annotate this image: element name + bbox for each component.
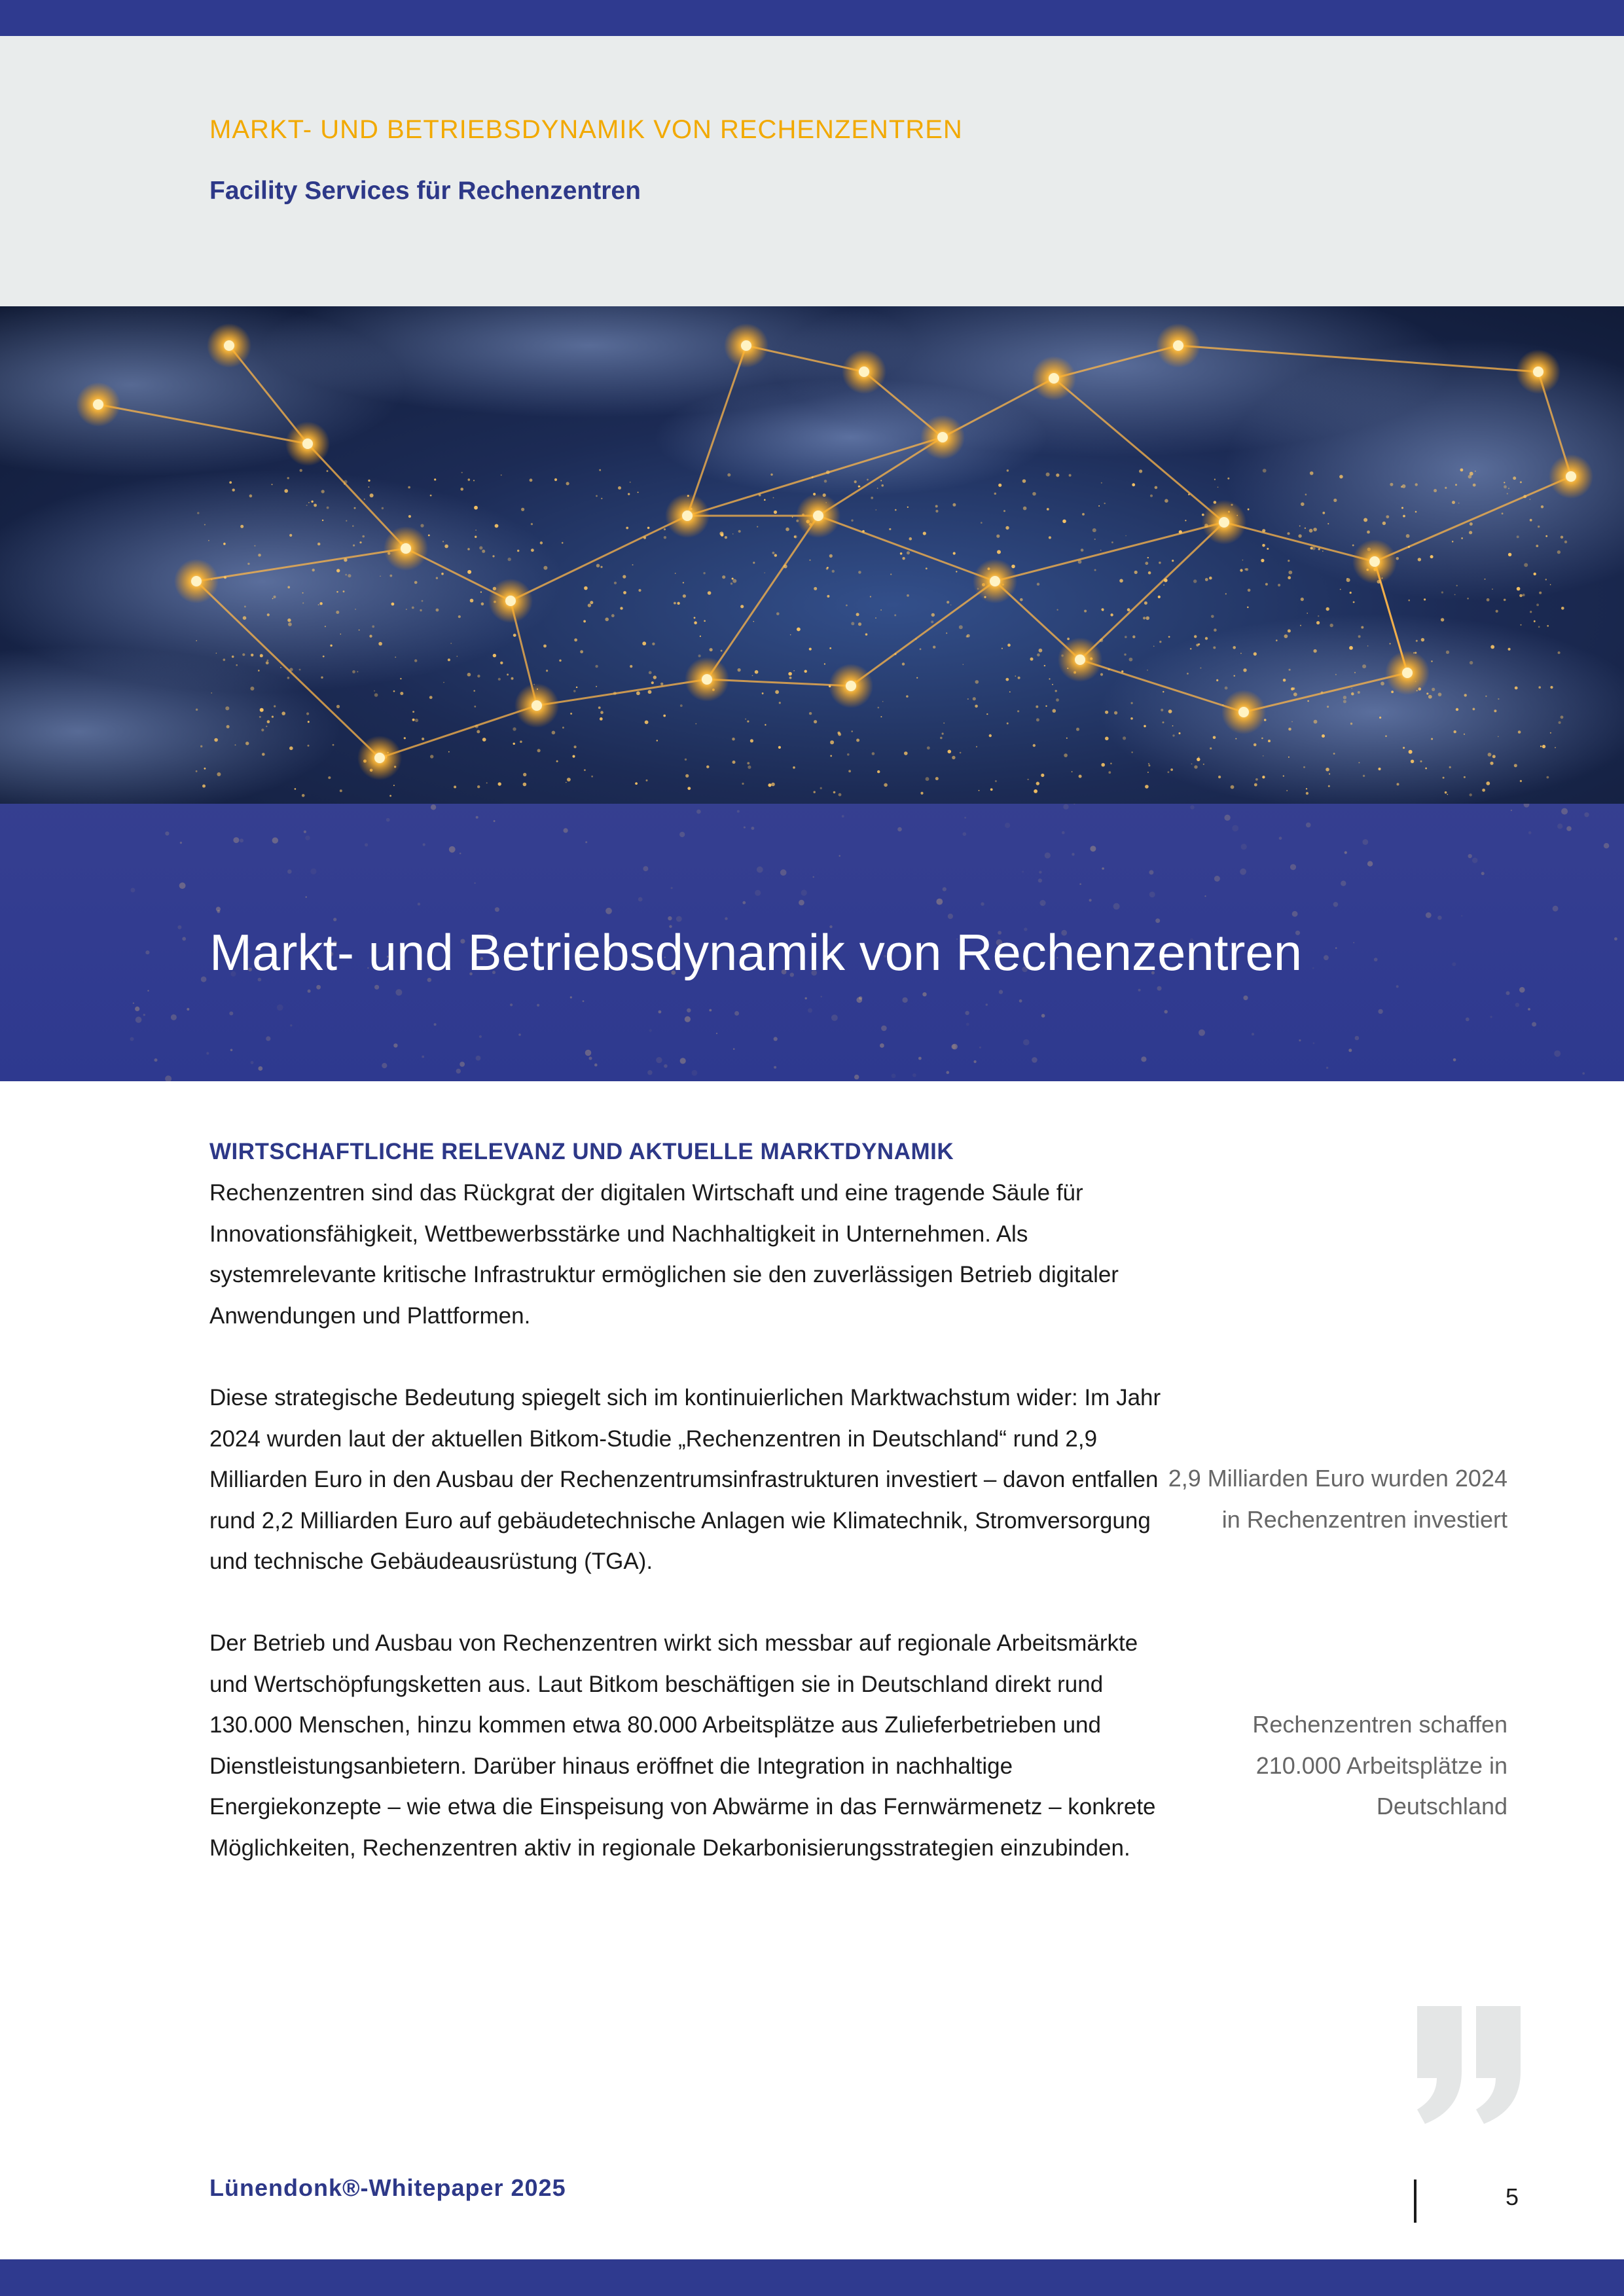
network-map-graphic — [0, 306, 1624, 804]
bottom-bar — [0, 2259, 1624, 2296]
page-number: 5 — [1506, 2183, 1519, 2210]
footer-divider — [1414, 2179, 1416, 2223]
header-kicker: MARKT- UND BETRIEBSDYNAMIK VON RECHENZENTREN — [209, 115, 963, 144]
page-header — [0, 36, 1624, 306]
paragraph-3: Der Betrieb und Ausbau von Rechenzentren wirkt sich messbar auf regionale Arbeitsmärkte und Wertschöpfungsketten aus. Laut Bitkom beschäftigen sie in Deutschland direkt rund 130.000 Menschen, hinzu kommen etwa 80.000 Arbeitsplätze aus Zulieferbetrieben und Dienstleistungsanbietern. Darüber hinaus eröffnet die Integration in nachhaltige Energiekonzepte – wie etwa die Einspeisung von Abwärme in das Fernwärmenetz – konkrete Möglichkeiten, Rechenzentren aktiv in regionale Dekarbonisierungsstrategien einzubinden. — [209, 1630, 1156, 1861]
paragraph-1: Rechenzentren sind das Rückgrat der digitalen Wirtschaft und eine tragende Säule für Innovationsfähigkeit, Wettbewerbsstärke und Nachhaltigkeit in Unternehmen. Als systemrelevante kritische Infrastruktur ermöglichen sie den zuverlässigen Betrieb digitaler Anwendungen und Plattformen. — [209, 1180, 1119, 1329]
sidenote-jobs: Rechenzentren schaffen 210.000 Arbeitsplätze in Deutschland — [1252, 1711, 1507, 1820]
section-heading: WIRTSCHAFTLICHE RELEVANZ UND AKTUELLE MARKTDYNAMIK — [209, 1139, 954, 1164]
quote-icon — [1411, 2000, 1528, 2130]
page-title: Markt- und Betriebsdynamik von Rechenzentren — [209, 924, 1303, 982]
sidenote-investment: 2,9 Milliarden Euro wurden 2024 in Rechenzentren investiert — [1168, 1465, 1507, 1533]
header-subtitle: Facility Services für Rechenzentren — [209, 177, 641, 205]
title-band — [0, 804, 1624, 1081]
top-bar — [0, 0, 1624, 36]
footer-brand: Lünendonk®-Whitepaper 2025 — [209, 2174, 566, 2201]
paragraph-2: Diese strategische Bedeutung spiegelt sich im kontinuierlichen Marktwachstum wider: Im Jahr 2024 wurden laut der aktuellen Bitkom-Studie „Rechenzentren in Deutschland“ rund 2,9 Milliarden Euro in den Ausbau der Rechenzentrumsinfrastrukturen investiert – davon entfallen rund 2,2 Milliarden Euro auf gebäudetechnische Anlagen wie Klimatechnik, Stromversorgung und technische Gebäudeausrüstung (TGA). — [209, 1385, 1161, 1574]
network-map-image — [0, 306, 1624, 804]
